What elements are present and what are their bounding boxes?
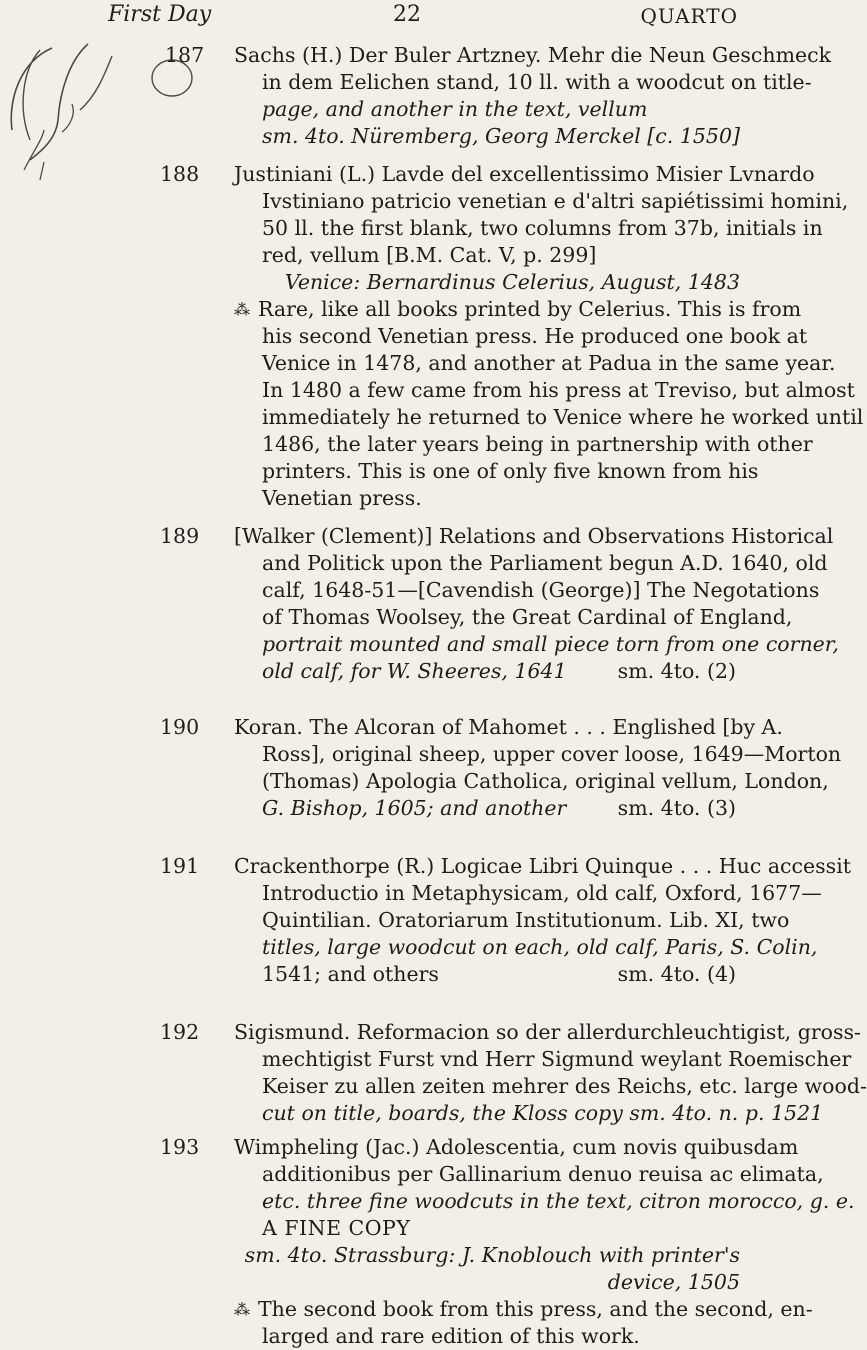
lot-line: Introductio in Metaphysicam, old calf, Oxford, 1677— — [262, 881, 822, 905]
lot-description — [234, 523, 839, 685]
lot-line-with-format — [234, 961, 740, 988]
lot-format: sm. 4to. (4) — [617, 962, 736, 986]
lot-imprint: sm. 4to. Strassburg: J. Knoblouch with printer's — [244, 1243, 740, 1267]
lot-description — [234, 42, 832, 150]
lot-line: (Thomas) Apologia Catholica, original vellum, London, — [262, 769, 829, 793]
lot-line: larged and rare edition of this work. — [262, 1324, 640, 1348]
lot-line: page, and another in the text, vellum — [262, 97, 648, 121]
lot-line: printers. This is one of only five known from his — [262, 459, 759, 483]
lot-line: calf, 1648-51—[Cavendish (George)] The Negotations — [262, 578, 820, 602]
lot-description — [234, 714, 842, 822]
lot-line: Venice in 1478, and another at Padua in the same year. — [262, 351, 836, 375]
lot-line: Rare, like all books printed by Celerius. This is from — [258, 297, 802, 321]
lot-line: of Thomas Woolsey, the Great Cardinal of England, — [262, 605, 793, 629]
lot-line: and Politick upon the Parliament begun A.D. 1640, old — [262, 551, 828, 575]
lot-number: 189 — [160, 524, 200, 548]
lot-line-with-format — [234, 795, 740, 822]
lot-line: [Walker (Clement)] Relations and Observations Historical — [234, 524, 834, 548]
lot-line: Quintilian. Oratoriarum Institutionum. Lib. XI, two — [262, 908, 790, 932]
lot-line: Justiniani (L.) Lavde del excellentissimo Misier Lvnardo — [234, 162, 815, 186]
lot-number: 192 — [160, 1020, 200, 1044]
asterism-icon: ⁂ — [234, 1300, 250, 1319]
lot-line: portrait mounted and small piece torn from one corner, — [262, 632, 839, 656]
lot-line: old calf, for W. Sheeres, 1641 — [262, 659, 567, 683]
lot-line: In 1480 a few came from his press at Treviso, but almost — [262, 378, 855, 402]
lot-line: mechtigist Furst vnd Herr Sigmund weylant Roemischer — [262, 1047, 852, 1071]
asterism-icon: ⁂ — [234, 300, 250, 319]
lot-number: 193 — [160, 1135, 200, 1159]
lot-description — [234, 161, 864, 512]
lot-description — [234, 853, 851, 988]
lot-line: Keiser zu allen zeiten mehrer des Reichs, etc. large wood- — [262, 1074, 867, 1098]
lot-line: titles, large woodcut on each, old calf, Paris, S. Colin, — [262, 935, 818, 959]
lot-note-line — [234, 296, 802, 323]
lot-note-line — [234, 1296, 813, 1323]
lot-line: Venetian press. — [262, 486, 422, 510]
lot-number: 188 — [160, 162, 200, 186]
lot-line: in dem Eelichen stand, 10 ll. with a woodcut on title- — [262, 70, 812, 94]
lot-line: Koran. The Alcoran of Mahomet . . . Englished [by A. — [234, 715, 783, 739]
pencil-annotation — [0, 30, 160, 180]
lot-line: 1541; and others — [262, 962, 439, 986]
lot-line: cut on title, boards, the Kloss copy sm. 4to. n. p. 1521 — [262, 1101, 824, 1125]
lot-line: 1486, the later years being in partnership with other — [262, 432, 813, 456]
lot-line: The second book from this press, and the second, en- — [258, 1297, 813, 1321]
lot-line: A FINE COPY — [262, 1216, 411, 1240]
lot-line: etc. three fine woodcuts in the text, citron morocco, g. e. — [262, 1189, 855, 1213]
lot-description — [234, 1019, 867, 1127]
lot-line: Sachs (H.) Der Buler Artzney. Mehr die Neun Geschmeck — [234, 43, 832, 67]
lot-number: 190 — [160, 715, 200, 739]
lot-imprint: device, 1505 — [607, 1270, 740, 1294]
lot-line: Ross], original sheep, upper cover loose, 1649—Morton — [262, 742, 842, 766]
lot-imprint: sm. 4to. Nüremberg, Georg Merckel [c. 1550] — [261, 124, 740, 148]
lot-line: his second Venetian press. He produced one book at — [262, 324, 808, 348]
lot-line: red, vellum [B.M. Cat. V, p. 299] — [262, 243, 597, 267]
lot-line: Ivstiniano patricio venetian e d'altri sapiétissimi homini, — [262, 189, 849, 213]
lot-format: sm. 4to. (3) — [617, 796, 736, 820]
lot-description — [234, 1134, 855, 1350]
lot-line: Sigismund. Reformacion so der allerdurchleuchtigist, gross- — [234, 1020, 861, 1044]
lot-line-with-format — [234, 658, 740, 685]
lot-line: Crackenthorpe (R.) Logicae Libri Quinque . . . Huc accessit — [234, 854, 851, 878]
lot-line: 50 ll. the first blank, two columns from 37b, initials in — [262, 216, 823, 240]
lot-line: additionibus per Gallinarium denuo reuisa ac elimata, — [262, 1162, 824, 1186]
lot-number: 187 — [165, 43, 205, 67]
running-head-right: QUARTO — [640, 4, 738, 28]
lot-line: immediately he returned to Venice where he worked until — [262, 405, 864, 429]
lot-format: sm. 4to. (2) — [617, 659, 736, 683]
running-head-left: First Day — [108, 2, 212, 27]
lot-line: Wimpheling (Jac.) Adolescentia, cum novis quibusdam — [234, 1135, 799, 1159]
page-number: 22 — [393, 2, 421, 27]
lot-line: G. Bishop, 1605; and another — [262, 796, 567, 820]
lot-number: 191 — [160, 854, 200, 878]
lot-imprint: Venice: Bernardinus Celerius, August, 1483 — [284, 270, 740, 294]
